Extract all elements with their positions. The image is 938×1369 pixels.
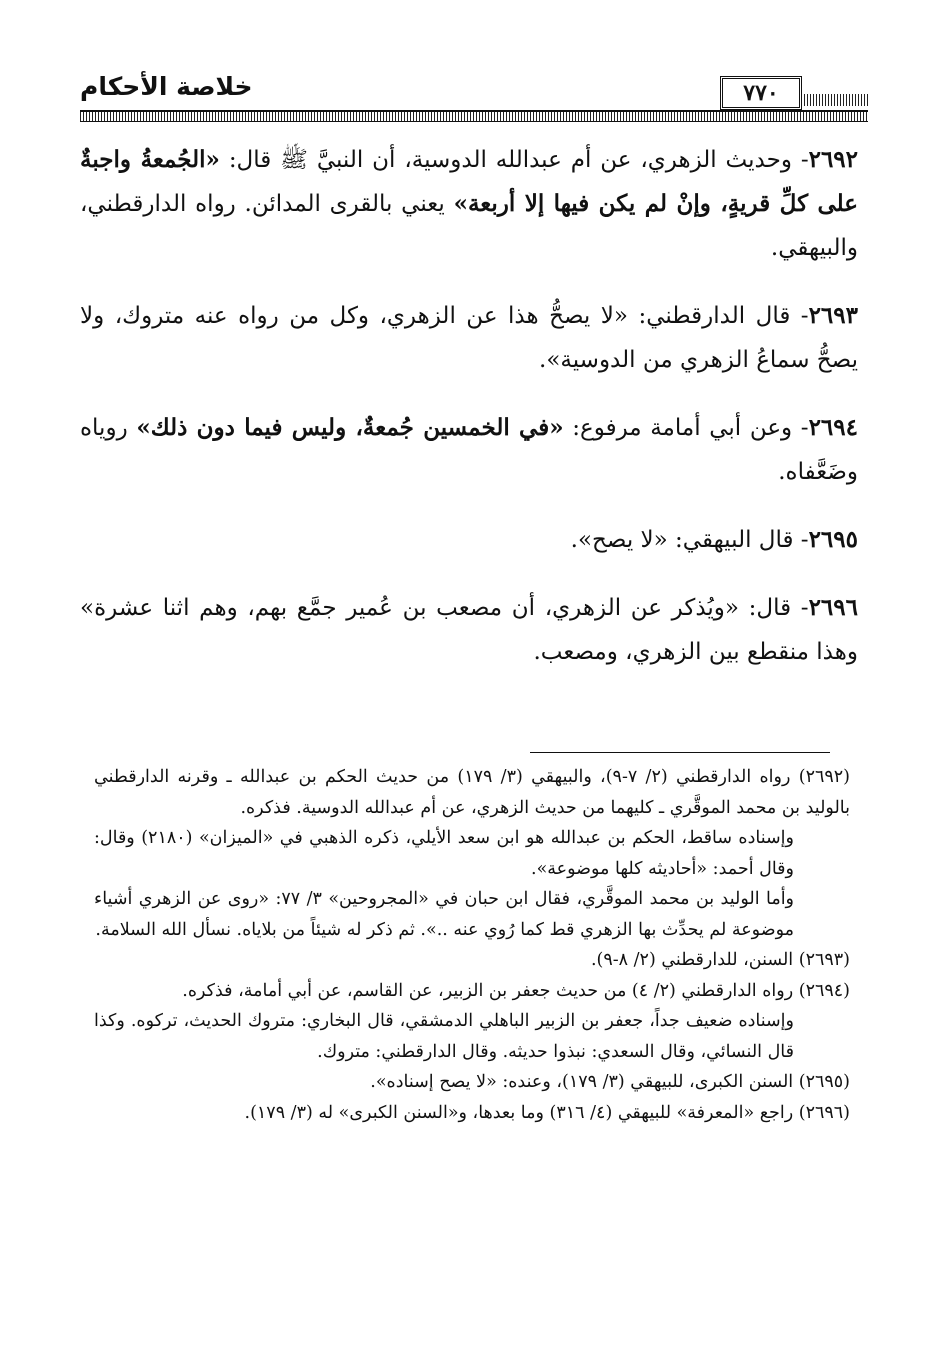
footnote-continuation: وإسناده ساقط، الحكم بن عبدالله هو ابن سعد الأيلي، ذكره الذهبي في «الميزان» (٢١٨٠) وقال: وقال أحمد: «أحاديثه كلها موضوعة». [94, 828, 794, 879]
footnote-continuation: وأما الوليد بن محمد الموقَّري، فقال ابن حبان في «المجروحين» ٣/ ٧٧: «روى عن الزهري أشياء موضوعة لم يحدِّث بها الزهري قط كما رُوي عنه ..». ثم ذكر له شيئاً من بلاياه. نسأل الله السلامة. [94, 889, 795, 940]
footnote-ref: (٢٦٩٣) [798, 950, 850, 970]
footnotes [94, 762, 850, 1128]
footnote-2695 [94, 1067, 850, 1098]
entry-number: ٢٦٩٢ [808, 146, 859, 173]
footnote-ref: (٢٦٩٢) [798, 767, 850, 787]
footnote-continuation: وإسناده ضعيف جداً، جعفر بن الزبير الباهلي الدمشقي، قال البخاري: متروك الحديث، تركوه. وكذا قال النسائي، وقال السعدي: نبذوا حديثه. وقال الدارقطني: متروك. [94, 1011, 794, 1062]
entry-number: ٢٦٩٣ [808, 302, 858, 329]
entry-text: - قال البيهقي: «لا يصح». [570, 527, 809, 553]
entry-text-after: روياه وضَعَّفاه. [80, 415, 858, 485]
entry-text-after: يعني بالقرى المدائن. رواه الدارقطني، والبيهقي. [80, 191, 858, 261]
entry-2695 [80, 518, 858, 562]
page-header [80, 60, 860, 130]
footnote-separator [530, 752, 830, 753]
hadith-quote: «الجُمعةُ واجبةٌ على كلِّ قريةٍ، وإنْ لم يكن فيها إلا أربعة» [80, 146, 859, 217]
entry-2693 [80, 294, 858, 382]
entry-text: - قال: «ويُذكر عن الزهري، أن مصعب بن عُمير جمَّع بهم، وهم اثنا عشرة» وهذا منقطع بين الزهري، ومصعب. [80, 595, 858, 665]
entry-text: - وعن أبي أمامة مرفوع: [563, 415, 809, 441]
footnote-text: رواه الدارقطني (٢/ ٤) من حديث جعفر بن الزبير، عن القاسم، عن أبي أمامة، فذكره. [182, 980, 799, 1001]
footnote-2696 [94, 1098, 850, 1129]
footnote-2692 [94, 762, 850, 823]
entry-text: - قال الدارقطني: «لا يصحُّ هذا عن الزهري، وكل من رواه عنه متروك، ولا يصحُّ سماعُ الزهري من الدوسية». [80, 303, 858, 373]
footnote-text: راجع «المعرفة» للبيهقي (٤/ ٣١٦) وما بعدها، و«السنن الكبرى» له (٣/ ١٧٩). [244, 1102, 799, 1123]
footnote-2694 [94, 976, 850, 1007]
main-text [80, 138, 858, 698]
footnote-ref: (٢٦٩٤) [798, 980, 850, 1001]
footnote-text: رواه الدارقطني (٢/ ٧-٩)، والبيهقي (٣/ ١٧٩) من حديث الحكم بن عبدالله ـ وقرنه الدارقطني بالوليد بن محمد الموقَّري ـ كليهما من حديث الزهري، عن أم عبدالله الدوسية. فذكره. [94, 767, 850, 818]
entry-number: ٢٦٩٦ [808, 594, 858, 621]
entry-2692 [80, 138, 858, 270]
header-ornament [804, 94, 868, 106]
entry-number: ٢٦٩٥ [808, 526, 858, 553]
entry-text: - وحديث الزهري، عن أم عبدالله الدوسية، أن النبيَّ ﷺ قال: [228, 147, 809, 173]
entry-number: ٢٦٩٤ [808, 414, 858, 441]
footnote-ref: (٢٦٩٦) [798, 1102, 850, 1123]
page-number: ٧٧٠ [720, 76, 802, 110]
hadith-quote: «في الخمسين جُمعةٌ، وليس فيما دون ذلك» [136, 414, 564, 441]
header-rule [80, 110, 868, 122]
running-title: خلاصة الأحكام [80, 72, 253, 101]
footnote-ref: (٢٦٩٥) [798, 1072, 850, 1092]
footnote-text: السنن، للدارقطني (٢/ ٨-٩). [590, 950, 799, 970]
entry-2696 [80, 586, 858, 674]
entry-2694 [80, 406, 858, 494]
footnote-text: السنن الكبرى، للبيهقي (٣/ ١٧٩)، وعنده: «لا يصح إسناده». [370, 1072, 799, 1092]
footnote-2693 [94, 945, 850, 976]
